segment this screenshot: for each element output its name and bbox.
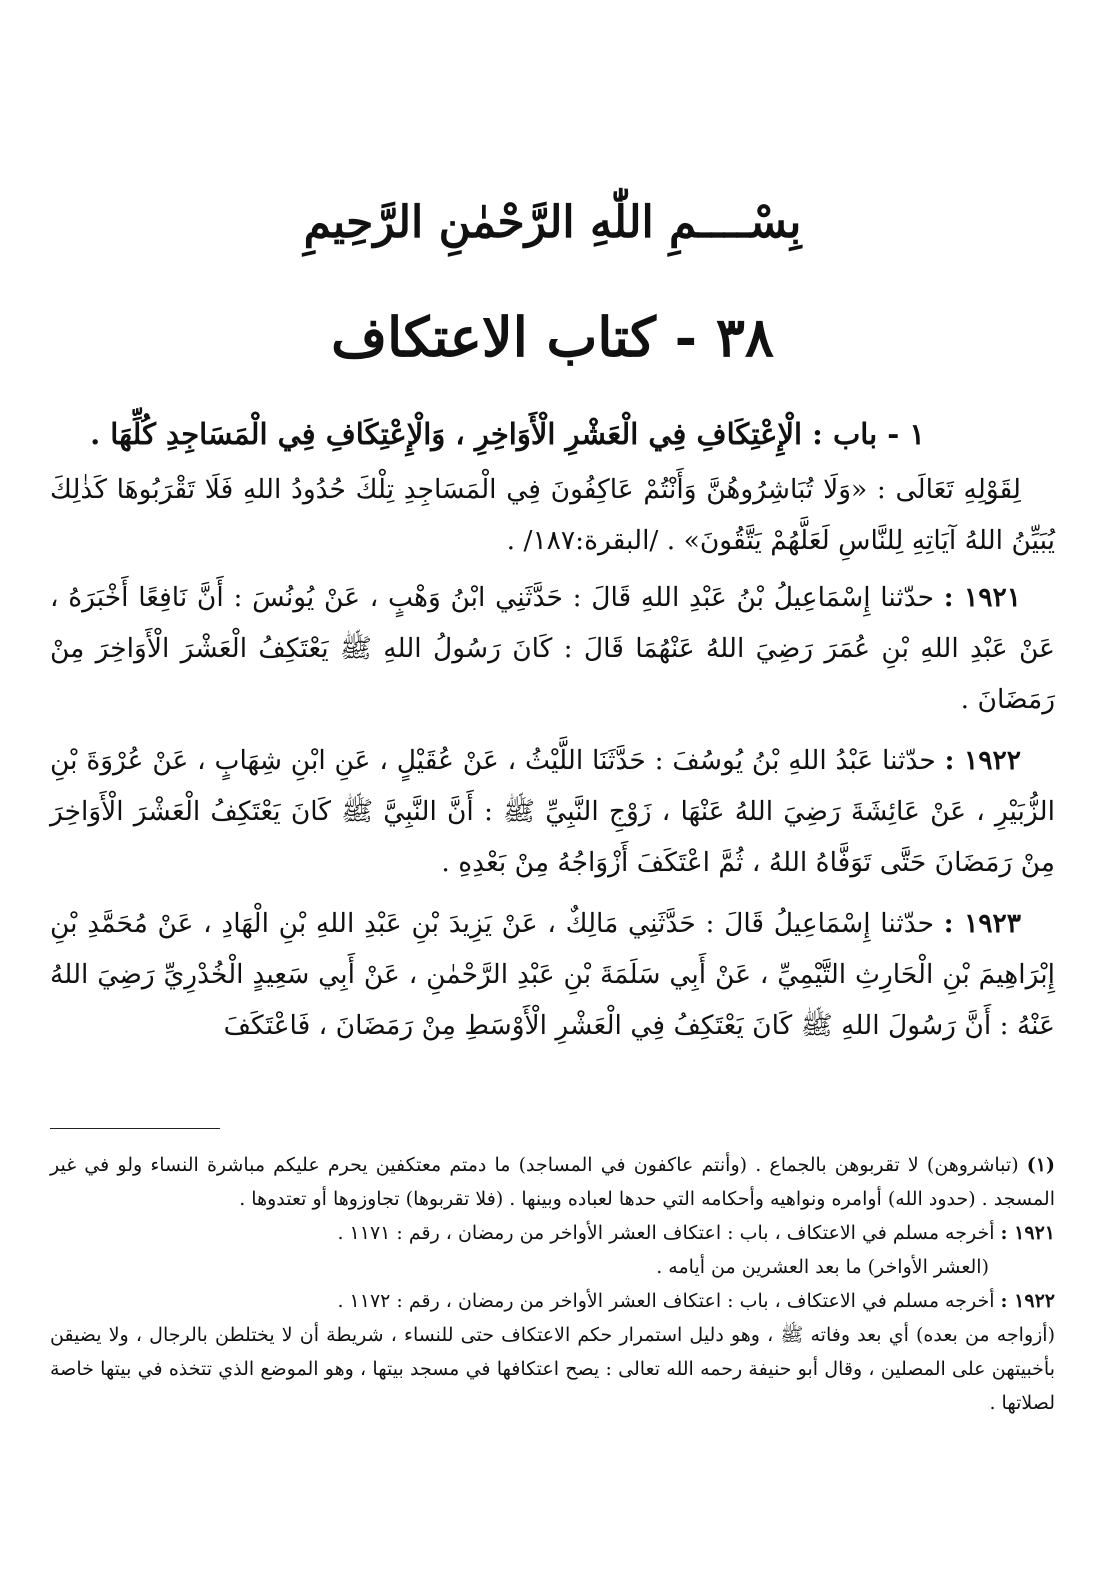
- hadith-text: حدّثنا عَبْدُ اللهِ بْنُ يُوسُفَ : حَدَّثَنَا اللَّيْثُ ، عَنْ عُقَيْلٍ ، عَنِ ابْنِ شِهَابٍ ، عَنْ عُرْوَةَ بْنِ الزُّبَيْرِ ، عَنْ عَائِشَةَ رَضِيَ اللهُ عَنْهَا ، زَوْجِ النَّبِيِّ ﷺ : أَنَّ النَّبِيَّ ﷺ كَانَ يَعْتَكِفُ الْعَشْرَ الْأَوَاخِرَ مِنْ رَمَضَانَ حَتَّى تَوَفَّاهُ اللهُ ، ثُمَّ اعْتَكَفَ أَزْوَاجُهُ مِنْ بَعْدِهِ .: [50, 745, 1055, 878]
- hadith-number: ١٩٢٢ :: [944, 745, 1021, 776]
- book-page: [50, 0, 1055, 1590]
- footnotes: [50, 1148, 1055, 1420]
- footnote-number: (١): [1026, 1154, 1055, 1176]
- hadith-1921: [50, 572, 1055, 725]
- footnote-number: ١٩٢٢ :: [1000, 1290, 1055, 1312]
- footnote-number: ١٩٢١ :: [1000, 1222, 1055, 1244]
- hadith-number: ١٩٢١ :: [943, 582, 1021, 613]
- footnote-text: أخرجه مسلم في الاعتكاف ، باب : اعتكاف العشر الأواخر من رمضان ، رقم : ١١٧١ .: [337, 1222, 995, 1244]
- basmala-calligraphy: بِسْــــمِ اللّٰهِ الرَّحْمٰنِ الرَّحِيمِ: [303, 197, 802, 248]
- chapter-heading: ١ - باب : الْإِعْتِكَافِ فِي الْعَشْرِ الْأَوَاخِرِ ، وَالْإِعْتِكَافِ فِي الْمَسَاجِدِ كُلِّهَا .: [90, 417, 925, 451]
- footnote-1: [50, 1148, 1055, 1216]
- hadith-number: ١٩٢٣ :: [943, 908, 1021, 939]
- footnote-1921-explanation: (العشر الأواخر) ما بعد العشرين من أيامه .: [656, 1256, 989, 1278]
- footnote-text: أخرجه مسلم في الاعتكاف ، باب : اعتكاف العشر الأواخر من رمضان ، رقم : ١١٧٢ .: [337, 1290, 995, 1312]
- footnote-1922-explanation: (أزواجه من بعده) أي بعد وفاته ﷺ ، وهو دليل استمرار حكم الاعتكاف حتى للنساء ، شريطة أن لا يختلطن بالرجال ، ولا يضيقن بأخبيتهن على المصلين ، وقال أبو حنيفة رحمه الله تعالى : يصح اعتكافها في مسجد بيتها ، وهو الموضع الذي تتخذه في بيتها خاصة لصلاتها .: [50, 1324, 1055, 1414]
- book-title: ٣٨ - كتاب الاعتكاف: [331, 305, 774, 369]
- footnote-text: (تباشروهن) لا تقربوهن بالجماع . (وأنتم عاكفون في المساجد) ما دمتم معتكفين يحرم عليكم مباشرة النساء ولو في غير المسجد . (حدود الله) أوامره ونواهيه وأحكامه التي حدها لعباده وبينها . (فلا تقربوها) تجاوزوها أو تعتدوها .: [50, 1154, 1055, 1210]
- hadith-text: حدّثنا إِسْمَاعِيلُ قَالَ : حَدَّثَنِي مَالِكٌ ، عَنْ يَزِيدَ بْنِ عَبْدِ اللهِ بْنِ الْهَادِ ، عَنْ مُحَمَّدِ بْنِ إِبْرَاهِيمَ بْنِ الْحَارِثِ التَّيْمِيِّ ، عَنْ أَبِي سَلَمَةَ بْنِ عَبْدِ الرَّحْمٰنِ ، عَنْ أَبِي سَعِيدٍ الْخُدْرِيِّ رَضِيَ اللهُ عَنْهُ : أَنَّ رَسُولَ اللهِ ﷺ كَانَ يَعْتَكِفُ فِي الْعَشْرِ الْأَوْسَطِ مِنْ رَمَضَانَ ، فَاعْتَكَفَ: [50, 908, 1055, 1041]
- main-text: [50, 464, 1055, 1061]
- quran-verse: لِقَوْلِهِ تَعَالَى : «وَلَا تُبَاشِرُوهُنَّ وَأَنْتُمْ عَاكِفُونَ فِي الْمَسَاجِدِ تِلْكَ حُدُودُ اللهِ فَلَا تَقْرَبُوهَا كَذٰلِكَ يُبَيِّنُ اللهُ آيَاتِهِ لِلنَّاسِ لَعَلَّهُمْ يَتَّقُونَ» . /البقرة:١٨٧/ .: [50, 474, 1055, 556]
- footnote-1922: [50, 1284, 1055, 1318]
- footnote-divider: [50, 1128, 220, 1129]
- hadith-1922: [50, 735, 1055, 888]
- hadith-1923: [50, 898, 1055, 1051]
- footnote-1921: [50, 1216, 1055, 1250]
- hadith-text: حدّثنا إِسْمَاعِيلُ بْنُ عَبْدِ اللهِ قَالَ : حَدَّثَنِي ابْنُ وَهْبٍ ، عَنْ يُونُسَ : أَنَّ نَافِعًا أَخْبَرَهُ ، عَنْ عَبْدِ اللهِ بْنِ عُمَرَ رَضِيَ اللهُ عَنْهُمَا قَالَ : كَانَ رَسُولُ اللهِ ﷺ يَعْتَكِفُ الْعَشْرَ الْأَوَاخِرَ مِنْ رَمَضَانَ .: [50, 582, 1055, 715]
